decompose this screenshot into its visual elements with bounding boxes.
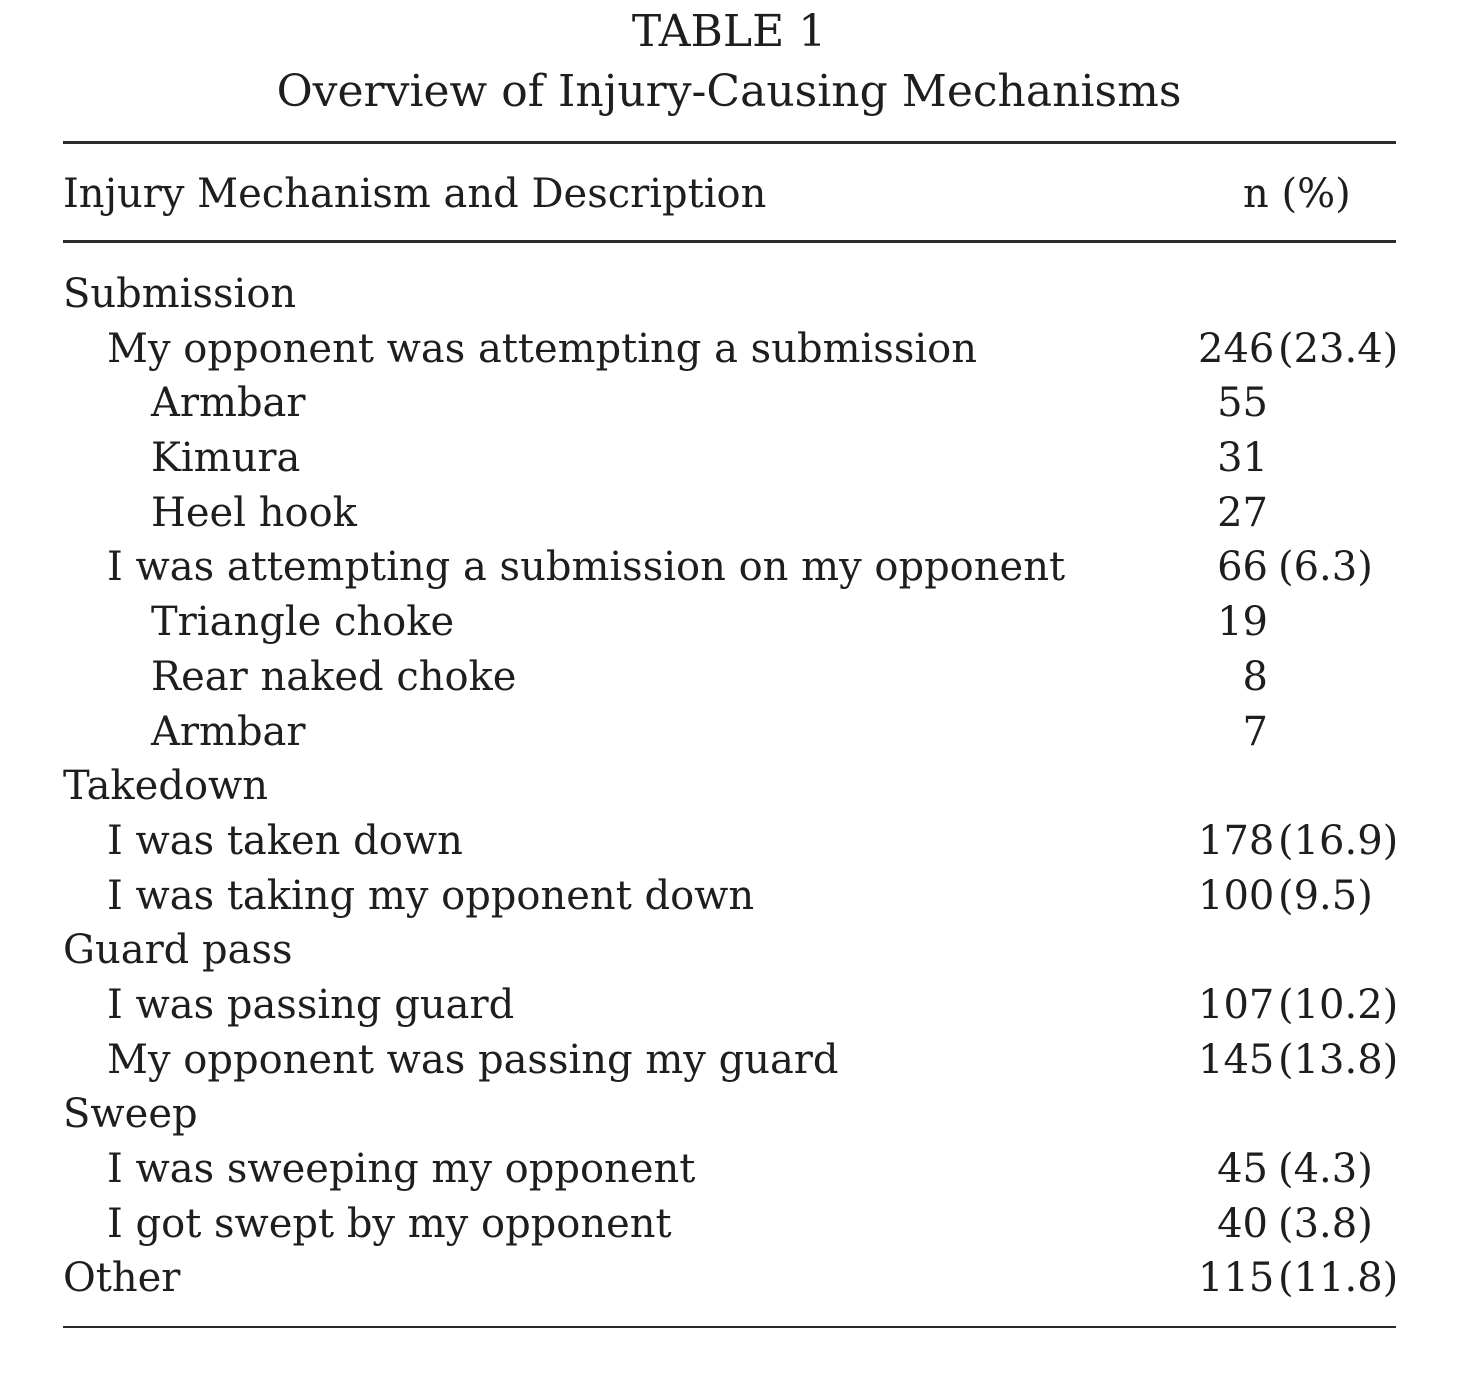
table-title: Overview of Injury-Causing Mechanisms xyxy=(276,66,1182,117)
row-label: My opponent was attempting a submission xyxy=(107,325,977,372)
row-value xyxy=(1198,1196,1373,1252)
row-label: Triangle choke xyxy=(151,599,455,646)
row-count: 31 xyxy=(1217,435,1268,482)
row-value xyxy=(1198,1086,1278,1142)
row-label: Armbar xyxy=(151,380,306,427)
row-value xyxy=(1198,813,1398,869)
table-row-mechanism xyxy=(63,977,1399,1032)
row-count: 107 xyxy=(1198,981,1275,1028)
row-value xyxy=(1198,321,1398,377)
table-row-technique xyxy=(63,704,1396,759)
table-header-row xyxy=(63,166,1396,222)
row-percent: (11.8) xyxy=(1278,1255,1399,1302)
table-row-technique xyxy=(63,485,1396,540)
row-label: Kimura xyxy=(151,435,301,482)
row-value xyxy=(1198,1250,1398,1306)
row-value xyxy=(1198,539,1373,595)
row-percent: (6.3) xyxy=(1278,544,1373,591)
row-label: Rear naked choke xyxy=(151,653,517,700)
row-label: I was attempting a submission on my opponent xyxy=(107,544,1066,591)
row-count: 7 xyxy=(1242,708,1268,755)
table-row-technique xyxy=(63,594,1396,649)
row-count: 145 xyxy=(1198,1036,1275,1083)
column-header-n-percent: n (%) xyxy=(1243,171,1351,217)
top-rule xyxy=(63,141,1396,144)
row-label: I was taken down xyxy=(107,817,463,864)
column-header-mechanism: Injury Mechanism and Description xyxy=(63,171,767,217)
row-label: I was sweeping my opponent xyxy=(107,1146,696,1192)
table-row-category xyxy=(63,922,1396,977)
table-row-mechanism xyxy=(63,1196,1396,1251)
row-label: Takedown xyxy=(63,763,269,810)
row-label: Sweep xyxy=(63,1091,198,1138)
row-value xyxy=(1198,594,1278,650)
row-value xyxy=(1198,266,1278,322)
row-count: 55 xyxy=(1217,380,1268,427)
row-value xyxy=(1198,649,1278,705)
row-count: 178 xyxy=(1198,817,1275,864)
table-row-technique xyxy=(63,430,1396,485)
row-label: Submission xyxy=(63,271,297,317)
row-label: Other xyxy=(63,1255,181,1302)
row-label: I was passing guard xyxy=(107,981,515,1028)
table-row-category xyxy=(63,758,1396,813)
row-count: 8 xyxy=(1242,653,1268,700)
table-row-mechanism xyxy=(63,813,1399,868)
row-count: 66 xyxy=(1217,544,1268,591)
row-value xyxy=(1198,430,1278,486)
row-percent: (9.5) xyxy=(1278,872,1373,919)
row-count: 246 xyxy=(1198,325,1275,372)
row-count: 115 xyxy=(1198,1255,1275,1302)
table-row-mechanism xyxy=(63,321,1399,376)
table-row-technique xyxy=(63,375,1396,430)
row-label: I got swept by my opponent xyxy=(107,1200,672,1247)
row-value xyxy=(1198,375,1278,431)
row-percent: (13.8) xyxy=(1278,1036,1399,1083)
row-value xyxy=(1198,868,1373,924)
row-count: 27 xyxy=(1217,489,1268,536)
table-row-mechanism xyxy=(63,868,1396,923)
row-count: 45 xyxy=(1217,1146,1268,1192)
row-percent: (10.2) xyxy=(1278,981,1399,1028)
table-row-category xyxy=(63,266,1396,321)
row-value xyxy=(1198,1141,1373,1197)
header-rule xyxy=(63,240,1396,243)
table-row-mechanism xyxy=(63,1032,1399,1087)
row-label: Guard pass xyxy=(63,927,293,974)
table-row-technique xyxy=(63,649,1396,704)
row-value xyxy=(1198,977,1398,1033)
row-count: 100 xyxy=(1198,872,1275,919)
table-row-mechanism xyxy=(63,1141,1396,1196)
bottom-rule xyxy=(63,1326,1396,1328)
row-label: My opponent was passing my guard xyxy=(107,1036,839,1083)
row-value xyxy=(1198,704,1278,760)
row-label: I was taking my opponent down xyxy=(107,872,755,919)
row-count: 40 xyxy=(1217,1200,1268,1247)
row-percent: (23.4) xyxy=(1278,325,1399,372)
row-label: Armbar xyxy=(151,708,306,755)
row-value xyxy=(1198,1032,1398,1088)
row-percent: (3.8) xyxy=(1278,1200,1373,1247)
table-row-category xyxy=(63,1086,1396,1141)
row-value xyxy=(1198,485,1278,541)
table-row-category xyxy=(63,1250,1399,1305)
table-row-mechanism xyxy=(63,539,1396,594)
row-percent: (16.9) xyxy=(1278,817,1399,864)
table-number: TABLE 1 xyxy=(631,6,827,57)
row-label: Heel hook xyxy=(151,489,357,536)
table-body xyxy=(63,266,1399,1305)
row-count: 19 xyxy=(1217,599,1268,646)
row-value xyxy=(1198,922,1278,978)
row-percent: (4.3) xyxy=(1278,1146,1373,1192)
row-value xyxy=(1198,758,1278,814)
